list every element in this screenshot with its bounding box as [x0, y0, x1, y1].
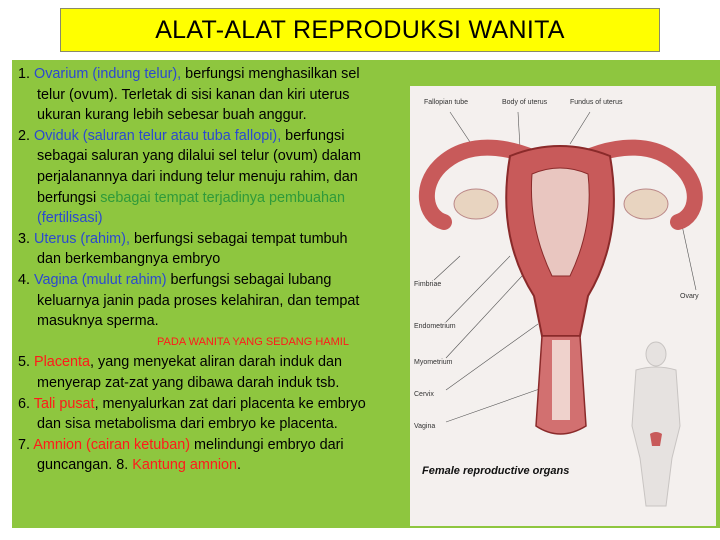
- item-text: berfungsi sebagai tempat tumbuh: [129, 230, 348, 247]
- item-number: 5.: [18, 354, 31, 371]
- item-term: Tali pusat: [33, 395, 95, 412]
- organ-list: [18, 64, 448, 476]
- item-text: .: [237, 457, 242, 474]
- item-term: Vagina (mulut rahim): [34, 271, 167, 288]
- item-number: 3.: [18, 230, 31, 247]
- item-term: Placenta: [34, 354, 91, 371]
- title-box: [60, 8, 660, 52]
- item-text: berfungsi sebagai lubang: [166, 271, 332, 288]
- item-text: ukuran kurang lebih sebesar buah anggur.: [37, 107, 307, 124]
- label-vagina: Vagina: [414, 423, 436, 430]
- item-number: 2.: [18, 127, 31, 144]
- item-number: 6.: [18, 395, 31, 412]
- item-text: berfungsi: [37, 189, 101, 206]
- item-highlight: (fertilisasi): [37, 210, 103, 227]
- label-fallopian-tube: Fallopian tube: [424, 99, 468, 106]
- reproductive-organs-illustration: [410, 86, 716, 526]
- item-text: telur (ovum). Terletak di sisi kanan dan kiri uterus: [37, 86, 350, 103]
- item-text: menyerap zat-zat yang dibawa darah induk tsb.: [37, 374, 340, 391]
- item-text: keluarnya janin pada proses kelahiran, dan tempat: [37, 292, 360, 309]
- item-text: dan berkembangnya embryo: [37, 251, 221, 268]
- item-number: 1.: [18, 66, 31, 82]
- label-ovary: Ovary: [680, 293, 699, 300]
- item-text: melindungi embryo dari: [190, 436, 344, 453]
- item-term: Kantung amnion: [132, 457, 238, 474]
- list-item-oviduk: [18, 126, 448, 229]
- item-text: perjalanannya dari indung telur menuju rahim, dan: [37, 168, 358, 185]
- item-text: , yang menyekat aliran darah induk dan: [90, 354, 343, 371]
- list-item-placenta: [18, 352, 448, 393]
- label-cervix: Cervix: [414, 391, 434, 398]
- uterus-diagram: [410, 86, 716, 526]
- item-text-line: [18, 188, 448, 209]
- item-text: , menyalurkan zat dari placenta ke embryo: [94, 395, 366, 412]
- list-item-ovarium: [18, 64, 448, 126]
- item-number: 7.: [18, 436, 31, 453]
- pregnancy-note: PADA WANITA YANG SEDANG HAMIL: [157, 335, 349, 348]
- item-term: Ovarium (indung telur),: [34, 66, 182, 82]
- list-item-tali-pusat: [18, 394, 448, 435]
- label-endometrium: Endometrium: [414, 323, 456, 330]
- item-term: Uterus (rahim),: [34, 230, 130, 247]
- item-text: dan sisa metabolisma dari embryo ke placenta.: [37, 416, 338, 433]
- item-text-line: [18, 455, 448, 476]
- label-body-of-uterus: Body of uterus: [502, 99, 548, 106]
- item-term: Oviduk (saluran telur atau tuba fallopi),: [34, 127, 282, 144]
- item-text: guncangan. 8.: [37, 457, 133, 474]
- item-term: Amnion (cairan ketuban): [33, 436, 191, 453]
- item-text: berfungsi: [281, 127, 345, 144]
- label-myometrium: Myometrium: [414, 359, 453, 366]
- item-text: masuknya sperma.: [37, 313, 159, 330]
- list-item-amnion: [18, 435, 448, 476]
- item-highlight: sebagai tempat terjadinya pembuahan: [100, 189, 346, 206]
- item-text: berfungsi menghasilkan sel: [181, 66, 360, 82]
- label-fimbriae: Fimbriae: [414, 281, 442, 288]
- list-item-vagina: [18, 270, 448, 332]
- item-number: 4.: [18, 271, 31, 288]
- list-item-uterus: [18, 229, 448, 270]
- item-text: sebagai saluran yang dilalui sel telur (ovum) dalam: [37, 148, 361, 165]
- page-title: ALAT-ALAT REPRODUKSI WANITA: [155, 15, 565, 44]
- label-fundus-of-uterus: Fundus of uterus: [570, 99, 623, 106]
- diagram-caption: Female reproductive organs: [422, 465, 570, 477]
